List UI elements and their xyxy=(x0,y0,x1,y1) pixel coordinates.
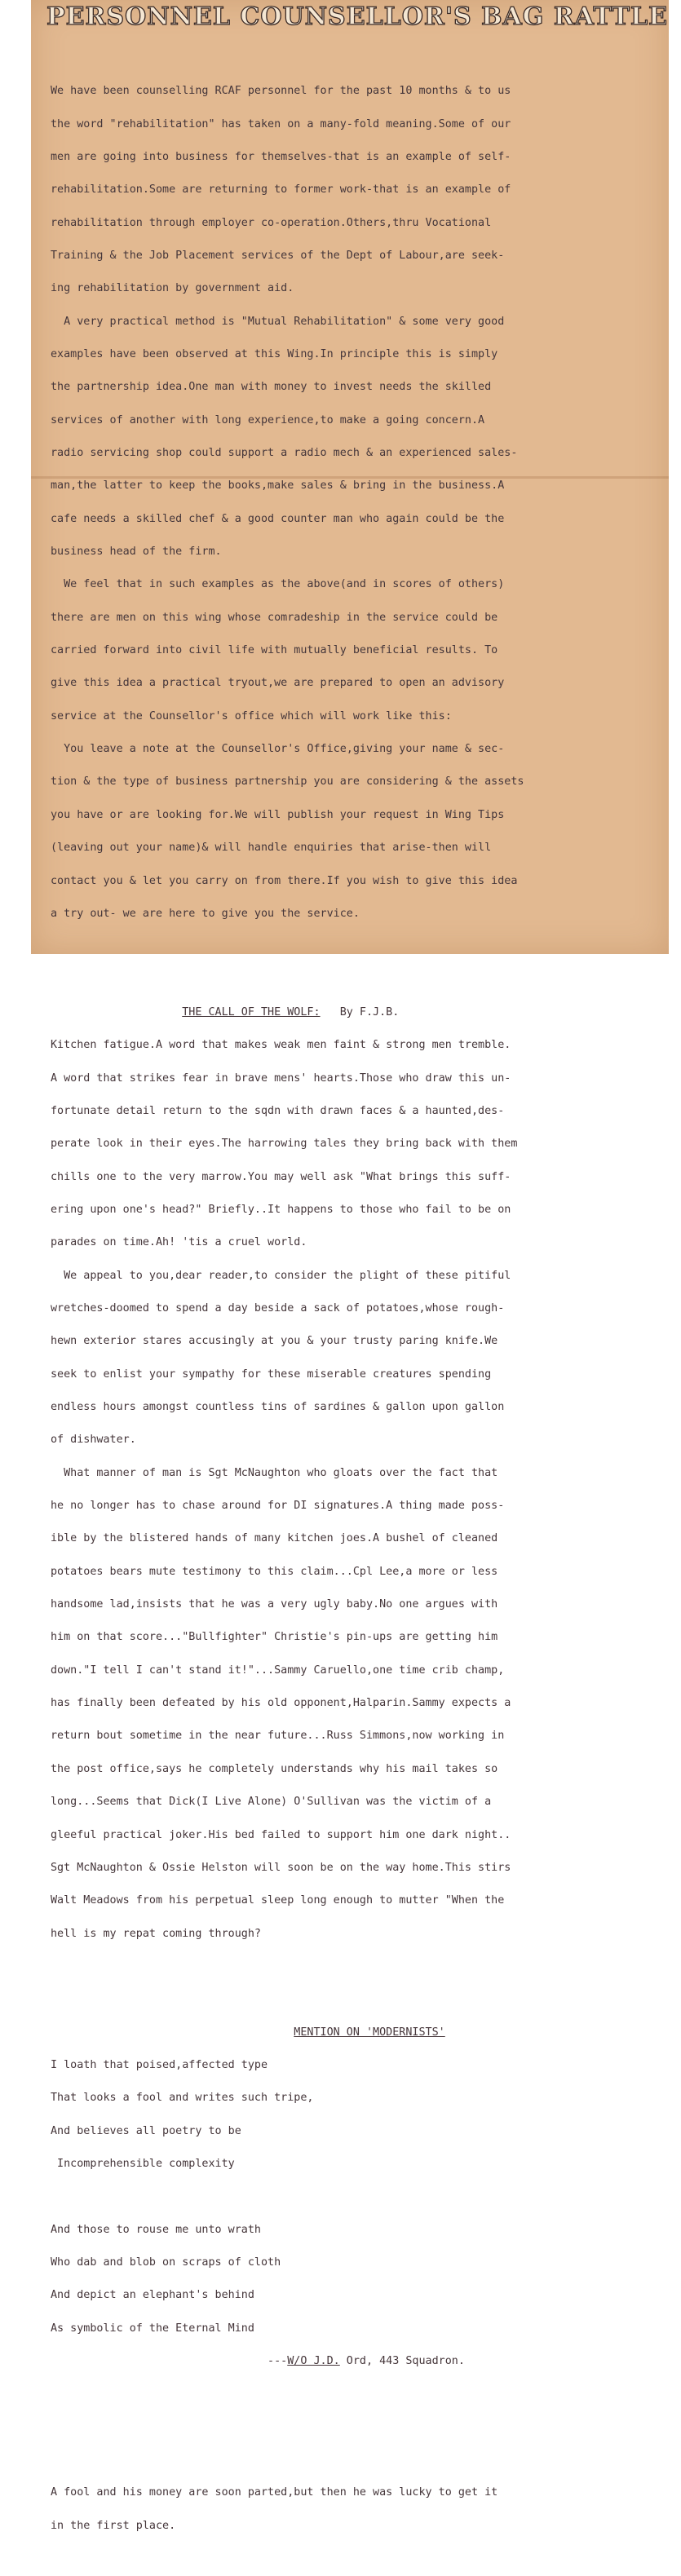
text-line: Training & the Job Placement services of the Dept of Labour,are seek- xyxy=(51,249,505,262)
section-heading-line xyxy=(51,1007,662,1018)
masthead-title: PERSONNEL COUNSELLOR'S BAG RATTLE xyxy=(46,2,668,31)
text-line: gleeful practical joker.His bed failed to support him one dark night.. xyxy=(51,1828,511,1841)
text-line: long...Seems that Dick(I Live Alone) O'Sullivan was the victim of a xyxy=(51,1796,492,1809)
text-line: We have been counselling RCAF personnel for the past 10 months & to us xyxy=(51,85,511,98)
poem-line: That looks a fool and writes such tripe, xyxy=(51,2092,314,2105)
section-heading-line xyxy=(51,2027,662,2038)
article-body xyxy=(51,31,662,2575)
text-line: perate look in their eyes.The harrowing tales they bring back with them xyxy=(51,1138,518,1151)
text-line: of dishwater. xyxy=(51,1434,136,1447)
text-line: carried forward into civil life with mutually beneficial results. To xyxy=(51,644,498,657)
text-line: man,the latter to keep the books,make sales & bring in the business.A xyxy=(51,479,505,493)
signature-dashes: --- xyxy=(268,2355,288,2368)
text-line: wretches-doomed to spend a day beside a sack of potatoes,whose rough- xyxy=(51,1302,505,1315)
poem-line: Incomprehensible complexity xyxy=(51,2157,235,2170)
poem-heading: MENTION ON 'MODERNISTS' xyxy=(294,2026,445,2039)
modernists-poem xyxy=(51,2005,662,2422)
signature-rest: Ord, 443 Squadron. xyxy=(339,2355,465,2368)
text-line: parades on time.Ah! 'tis a cruel world. xyxy=(51,1236,307,1249)
text-line: A fool and his money are soon parted,but then he was lucky to get it xyxy=(51,2486,498,2499)
text-line: You leave a note at the Counsellor's Office,giving your name & sec- xyxy=(51,743,505,756)
text-line: seek to enlist your sympathy for these miserable creatures spending xyxy=(51,1368,492,1381)
text-line: chills one to the very marrow.You may well ask "What brings this suff- xyxy=(51,1170,511,1183)
text-line: down."I tell I can't stand it!"...Sammy Caruello,one time crib champ, xyxy=(51,1664,505,1677)
text-line: the partnership idea.One man with money to invest needs the skilled xyxy=(51,381,492,394)
text-line: he no longer has to chase around for DI signatures.A thing made poss- xyxy=(51,1500,505,1513)
text-line: services of another with long experience,to make a going concern.A xyxy=(51,413,485,426)
text-line: return bout sometime in the near future...Russ Simmons,now working in xyxy=(51,1730,505,1743)
text-line: rehabilitation.Some are returning to former work-that is an example of xyxy=(51,183,511,197)
poem-line: And believes all poetry to be xyxy=(51,2124,241,2137)
text-line: business head of the firm. xyxy=(51,546,222,559)
wolf-heading: THE CALL OF THE WOLF: xyxy=(182,1005,321,1018)
text-line: a try out- we are here to give you the service. xyxy=(51,907,360,920)
text-line: in the first place. xyxy=(51,2519,176,2532)
text-line: ing rehabilitation by government aid. xyxy=(51,282,294,295)
text-line: endless hours amongst countless tins of sardines & gallon upon gallon xyxy=(51,1401,505,1414)
text-line: there are men on this wing whose comradeship in the service could be xyxy=(51,611,498,624)
text-line: We feel that in such examples as the above(and in scores of others) xyxy=(51,578,505,591)
text-line: We appeal to you,dear reader,to consider the plight of these pitiful xyxy=(51,1269,511,1282)
text-line: the post office,says he completely understands why his mail takes so xyxy=(51,1762,498,1775)
text-line: radio servicing shop could support a radio mech & an experienced sales- xyxy=(51,447,518,460)
text-line: tion & the type of business partnership you are considering & the assets xyxy=(51,775,524,789)
text-line: men are going into business for themselves-that is an example of self- xyxy=(51,150,511,163)
text-line: fortunate detail return to the sqdn with drawn faces & a haunted,des- xyxy=(51,1104,505,1117)
text-line: hewn exterior stares accusingly at you & your trusty paring knife.We xyxy=(51,1335,498,1348)
text-line: A very practical method is "Mutual Rehabilitation" & some very good xyxy=(51,315,505,328)
wolf-byline: By F.J.B. xyxy=(339,1005,400,1018)
text-line: Sgt McNaughton & Ossie Helston will soon be on the way home.This stirs xyxy=(51,1861,511,1874)
text-line: him on that score..."Bullfighter" Christie's pin-ups are getting him xyxy=(51,1631,498,1644)
rehabilitation-article xyxy=(51,64,662,941)
text-line: What manner of man is Sgt McNaughton who gloats over the fact that xyxy=(51,1466,498,1479)
text-line: ible by the blistered hands of many kitchen joes.A bushel of cleaned xyxy=(51,1532,498,1545)
poem-signature xyxy=(51,2356,662,2366)
blank-line xyxy=(51,2388,662,2399)
wolf-article xyxy=(51,985,662,1961)
text-line: handsome lad,insists that he was a very ugly baby.No one argues with xyxy=(51,1598,498,1611)
text-line: Walt Meadows from his perpetual sleep long enough to mutter "When the xyxy=(51,1894,505,1907)
text-line: give this idea a practical tryout,we are prepared to open an advisory xyxy=(51,677,505,690)
text-line: (leaving out your name)& will handle enquiries that arise-then will xyxy=(51,842,492,855)
text-line: Kitchen fatigue.A word that makes weak men faint & strong men tremble. xyxy=(51,1039,511,1052)
text-line: contact you & let you carry on from there.If you wish to give this idea xyxy=(51,874,518,887)
signature-name: W/O J.D. xyxy=(287,2355,340,2368)
poem-line xyxy=(51,2191,662,2202)
text-line: potatoes bears mute testimony to this claim...Cpl Lee,a more or less xyxy=(51,1565,498,1578)
text-line: rehabilitation through employer co-operation.Others,thru Vocational xyxy=(51,216,492,229)
poem-line: And those to rouse me unto wrath xyxy=(51,2223,261,2236)
text-line: cafe needs a skilled chef & a good counter man who again could be the xyxy=(51,512,505,525)
text-line: examples have been observed at this Wing.In principle this is simply xyxy=(51,348,498,361)
text-line: the word "rehabilitation" has taken on a many-fold meaning.Some of our xyxy=(51,117,511,130)
text-line: hell is my repat coming through? xyxy=(51,1927,261,1940)
text-line: ering upon one's head?" Briefly..It happens to those who fail to be on xyxy=(51,1203,511,1216)
poem-line: As symbolic of the Eternal Mind xyxy=(51,2322,254,2335)
newsletter-page xyxy=(31,0,669,2532)
text-line: service at the Counsellor's office which will work like this: xyxy=(51,709,452,722)
text-line: you have or are looking for.We will publish your request in Wing Tips xyxy=(51,808,505,821)
text-line: A word that strikes fear in brave mens' hearts.Those who draw this un- xyxy=(51,1071,511,1085)
closing-quip xyxy=(51,2466,662,2554)
poem-line: And depict an elephant's behind xyxy=(51,2289,254,2302)
poem-line: Who dab and blob on scraps of cloth xyxy=(51,2256,281,2269)
text-line: has finally been defeated by his old opponent,Halparin.Sammy expects a xyxy=(51,1697,511,1710)
poem-line: I loath that poised,affected type xyxy=(51,2058,268,2071)
